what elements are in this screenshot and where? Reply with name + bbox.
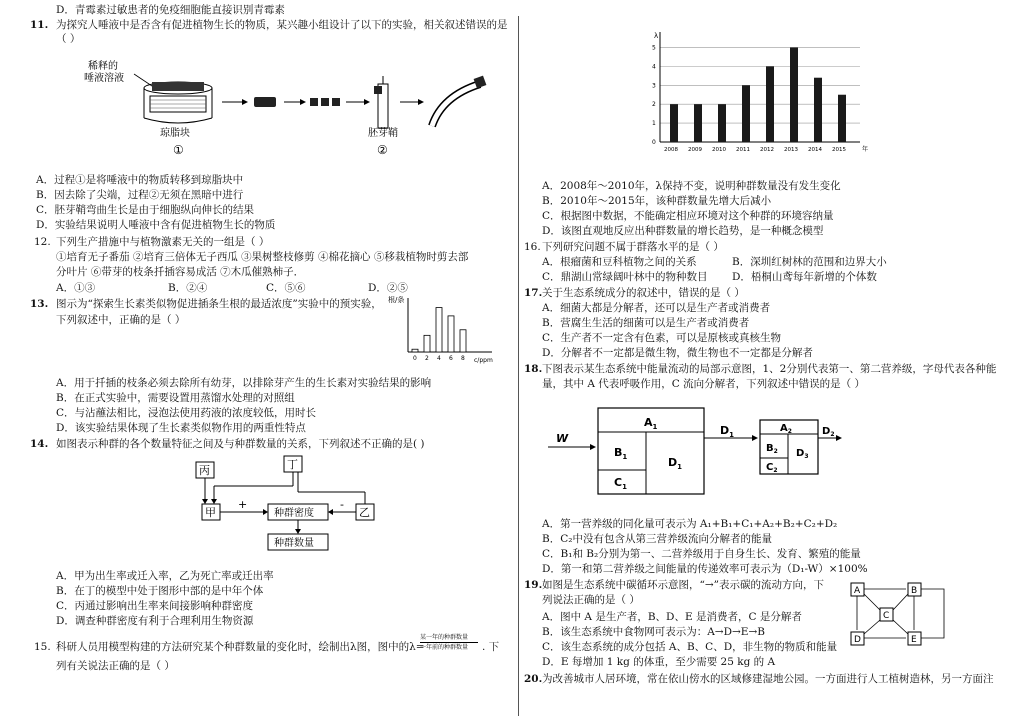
q15-y-tick-label: 0	[652, 139, 656, 146]
q12-stem: 下列生产措施中与植物激素无关的一组是（ ）	[56, 236, 270, 248]
q14-option-a: A．甲为出生率或迁入率，乙为死亡率或迁出率	[56, 570, 274, 582]
q13-tick-label: 6	[449, 355, 453, 362]
q15-x-tick-label: 2014	[808, 147, 822, 153]
fig18-c1: $C_1$	[614, 476, 627, 491]
q19-option-c: C．该生态系统的成分包括 A、B、C、D，非生物的物质和能量	[542, 641, 838, 653]
q19-stem-1: 如图是生态系统中碳循环示意图，“→”表示碳的流动方向，下	[542, 579, 825, 591]
q15-x-tick-label: 2015	[832, 147, 846, 153]
q11-option-d: D．实验结果说明人唾液中含有促进植物生长的物质	[36, 219, 276, 231]
q19-option-a: A．图中 A 是生产者，B、D、E 是消费者，C 是分解者	[542, 611, 802, 623]
q15-chart	[646, 30, 876, 162]
q14-stem: 如图表示种群的各个数量特征之间及与种群数量的关系，下列叙述不正确的是( )	[56, 438, 425, 450]
fig14-yi: 乙	[359, 506, 370, 519]
q16-option-a: A．根瘤菌和豆科植物之间的关系	[542, 256, 697, 268]
q11-number: 11.	[30, 19, 49, 31]
q12-option-d: D．②⑤	[368, 282, 408, 294]
q15-y-tick-label: 3	[652, 82, 656, 90]
q14-option-b: B．在丁的模型中处于图形中部的是中年个体	[56, 585, 264, 597]
q16-option-d: D．梧桐山鸢每年新增的个体数	[732, 271, 877, 283]
q13-bar	[436, 308, 442, 352]
q13-tick-label: 8	[461, 355, 465, 362]
fig18-d2: $D_2$	[822, 426, 835, 438]
q18-option-a: A．第一营养级的同化量可表示为 A₁+B₁+C₁+A₂+B₂+C₂+D₂	[542, 518, 838, 530]
fig11-label-saliva: 唾液溶液	[84, 73, 124, 84]
q14-option-c: C．丙通过影响出生率来间接影响种群密度	[56, 600, 254, 612]
q13-chart	[386, 292, 506, 364]
q15-y-tick-label: 4	[652, 63, 656, 71]
q15-x-tick-label: 2009	[688, 147, 702, 153]
q15-x-tick-label: 2010	[712, 147, 726, 153]
q12-number: 12.	[34, 236, 51, 248]
q15-stem-end: . 下	[482, 641, 500, 653]
q12-option-a: A．①③	[56, 282, 96, 294]
q14-option-d: D．调查种群密度有利于合理利用生物资源	[56, 615, 254, 627]
q19-option-b: B．该生态系统中食物网可表示为：A→D→E→B	[542, 626, 765, 638]
q17-option-b: B．营腐生生活的细菌可以是生产者或消费者	[542, 317, 750, 329]
q13-x-label: c/ppm	[474, 357, 493, 364]
q13-option-c: C．与沾蘸法相比，浸泡法使用药液的浓度较低，用时长	[56, 407, 317, 419]
q13-number: 13.	[30, 298, 49, 310]
q20-stem: 为改善城市人居环境，常在依山傍水的区域修建湿地公园。一方面进行人工植树造林，另一方面注	[542, 673, 994, 685]
fig14-minus: -	[340, 498, 344, 511]
q15-x-tick-label: 2008	[664, 147, 678, 153]
fig14-plus: +	[238, 498, 248, 511]
fig14-density: 种群密度	[274, 508, 314, 519]
fig11-label-agar: 琼脂块	[160, 128, 190, 139]
right-column	[524, 0, 1002, 722]
fig19-e: E	[911, 635, 917, 645]
q11-option-a: A．过程①是将唾液中的物质转移到琼脂块中	[36, 174, 244, 186]
q12-items-2: 分叶片 ⑥带芽的枝条扦插容易成活 ⑦木瓜催熟柿子．	[56, 266, 305, 278]
fig18-b1: $B_1$	[614, 446, 628, 461]
q16-option-b: B．深圳红树林的范围和边界大小	[732, 256, 887, 268]
fig18-w: W	[556, 432, 569, 445]
q13-y-label: 根/条	[388, 296, 405, 304]
q13-bar	[448, 316, 454, 352]
q11-option-b: B．因去除了尖端，过程②无须在黑暗中进行	[36, 189, 244, 201]
q19-stem-2: 列说法正确的是（ ）	[542, 594, 640, 606]
q15-stem: 科研人员用模型构建的方法研究某个种群数量的变化时，绘制出λ图，图中的λ=	[56, 641, 425, 653]
q17-option-d: D．分解者不一定都是微生物，微生物也不一定都是分解者	[542, 347, 813, 359]
q12-option-b: B．②④	[168, 282, 208, 294]
fig11-circle-2: ②	[377, 143, 388, 157]
q13-stem-2: 下列叙述中，正确的是（ ）	[56, 314, 186, 326]
q15-bar	[718, 104, 726, 142]
fig11-label-diluted: 稀释的	[88, 61, 118, 72]
q18-energy-flow-diagram	[544, 404, 844, 500]
q18-stem-1: 下图表示某生态系统中能量流动的局部示意图，1、2分别代表第一、第二营养级，字母代表各种能	[542, 363, 997, 375]
q15-option-d: D．该图直观地反应出种群数量的增长趋势，是一种概念模型	[542, 225, 824, 237]
q15-bar	[766, 66, 774, 142]
fig18-a1: $A_1$	[644, 416, 658, 431]
q13-stem-1: 图示为“探索生长素类似物促进插条生根的最适浓度”实验中的预实验，	[56, 298, 382, 310]
q13-tick-label: 2	[425, 355, 429, 362]
q13-option-a: A．用于扦插的枝条必须去除所有幼芽，以排除芽产生的生长素对实验结果的影响	[56, 377, 432, 389]
q13-tick-label: 0	[413, 355, 417, 362]
q15-bar	[694, 104, 702, 142]
q18-option-b: B．C₂中没有包含从第三营养级流向分解者的能量	[542, 533, 772, 545]
q20-number: 20.	[524, 673, 543, 685]
q16-stem: 下列研究问题不属于群落水平的是（ ）	[542, 241, 724, 253]
fig19-d: D	[854, 635, 861, 645]
q15-y-tick-label: 5	[652, 44, 656, 52]
q13-option-b: B．在正式实验中，需要设置用蒸馏水处理的对照组	[56, 392, 295, 404]
q15-frac-bottom: 一年前的种群数量	[420, 644, 469, 651]
q16-option-c: C．鼎湖山常绿阔叶林中的物种数目	[542, 271, 708, 283]
q18-option-d: D．第一和第二营养级之间能量的传递效率可表示为（D₁-W）×100%	[542, 563, 868, 575]
q15-y-tick-label: 1	[652, 120, 656, 128]
q19-number: 19.	[524, 579, 543, 591]
q15-frac-top: 某一年的种群数量	[420, 634, 469, 641]
column-divider	[518, 16, 519, 716]
fig18-d3: $D_3$	[796, 448, 809, 460]
q15-x-tick-label: 2012	[760, 147, 774, 153]
fig18-d1-arrow: $D_1$	[720, 424, 735, 439]
q13-bar	[412, 349, 418, 352]
q11-stem: 为探究人唾液中是否含有促进植物生长的物质，某兴趣小组设计了以下的实验，相关叙述错误的是	[56, 19, 508, 31]
q13-tick-label: 4	[437, 355, 441, 362]
q15-option-a: A．2008年～2010年，λ保持不变，说明种群数量没有发生变化	[542, 180, 841, 192]
q13-bar	[460, 330, 466, 352]
q15-number: 15.	[34, 641, 51, 653]
fig14-ding: 丁	[287, 458, 298, 471]
q11-paren: （ ）	[56, 33, 81, 45]
fig18-c2: $C_2$	[766, 462, 778, 474]
q15-bar	[814, 78, 822, 142]
q17-number: 17.	[524, 287, 543, 299]
fig19-c: C	[883, 611, 890, 621]
fig11-label-coleoptile: 胚芽鞘	[368, 128, 398, 139]
q15-option-b: B．2010年～2015年，该种群数量先增大后减小	[542, 195, 772, 207]
left-column	[30, 0, 508, 722]
q17-stem: 关于生态系统成分的叙述中，错误的是（ ）	[542, 287, 745, 299]
fig14-jia: 甲	[205, 506, 216, 519]
fig19-b: B	[911, 586, 918, 596]
q15-bar	[790, 47, 798, 142]
fig14-count: 种群数量	[274, 538, 314, 549]
q11-option-c: C．胚芽鞘弯曲生长是由于细胞纵向伸长的结果	[36, 204, 255, 216]
q14-number: 14.	[30, 438, 49, 450]
q18-option-c: C．B₁和 B₂分别为第一、二营养级用于自身生长、发育、繁殖的能量	[542, 548, 861, 560]
q15-bar	[838, 95, 846, 142]
q15-x-label: 年	[862, 146, 869, 153]
q11-figure	[80, 56, 500, 164]
fig18-d1-inner: $D_1$	[668, 456, 683, 471]
fig18-a2: $A_2$	[780, 423, 792, 435]
q18-number: 18.	[524, 363, 543, 375]
q17-option-a: A．细菌大都是分解者，还可以是生产者或消费者	[542, 302, 771, 314]
q15-y-label: λ	[654, 32, 659, 40]
q19-option-d: D．E 每增加 1 kg 的体重，至少需要 25 kg 的 A	[542, 656, 776, 668]
q10-option-d: D．青霉素过敏患者的免疫细胞能直接识别青霉素	[56, 4, 285, 16]
q15-x-tick-label: 2011	[736, 147, 750, 153]
q14-diagram	[190, 452, 390, 558]
q18-stem-2: 量，其中 A 代表呼吸作用，C 流向分解者，下列叙述中错误的是（ ）	[542, 378, 865, 390]
fig19-a: A	[854, 586, 861, 596]
q15-bar	[670, 104, 678, 142]
q15-option-c: C．根据图中数据，不能确定相应环境对这个种群的环境容纳量	[542, 210, 834, 222]
q15-frac-bar	[420, 642, 478, 643]
q13-option-d: D．该实验结果体现了生长素类似物作用的两重性特点	[56, 422, 306, 434]
q15-x-tick-label: 2013	[784, 147, 798, 153]
fig11-circle-1: ①	[173, 143, 184, 157]
q16-number: 16.	[524, 241, 541, 253]
q15-y-tick-label: 2	[652, 101, 656, 109]
q15-bar	[742, 85, 750, 142]
q12-items-1: ①培育无子番茄 ②培育三倍体无子西瓜 ③果树整枝修剪 ④棉花摘心 ⑤移栽植物时剪去部	[56, 251, 469, 263]
q15-stem-2: 列有关说法正确的是（ ）	[56, 660, 175, 672]
fig14-bing: 丙	[199, 464, 210, 477]
q19-carbon-cycle-diagram	[848, 580, 956, 654]
q12-option-c: C．⑤⑥	[266, 282, 306, 294]
q13-bar	[424, 335, 430, 352]
q17-option-c: C．生产者不一定含有色素，可以是原核或真核生物	[542, 332, 782, 344]
fig18-b2: $B_2$	[766, 443, 778, 455]
